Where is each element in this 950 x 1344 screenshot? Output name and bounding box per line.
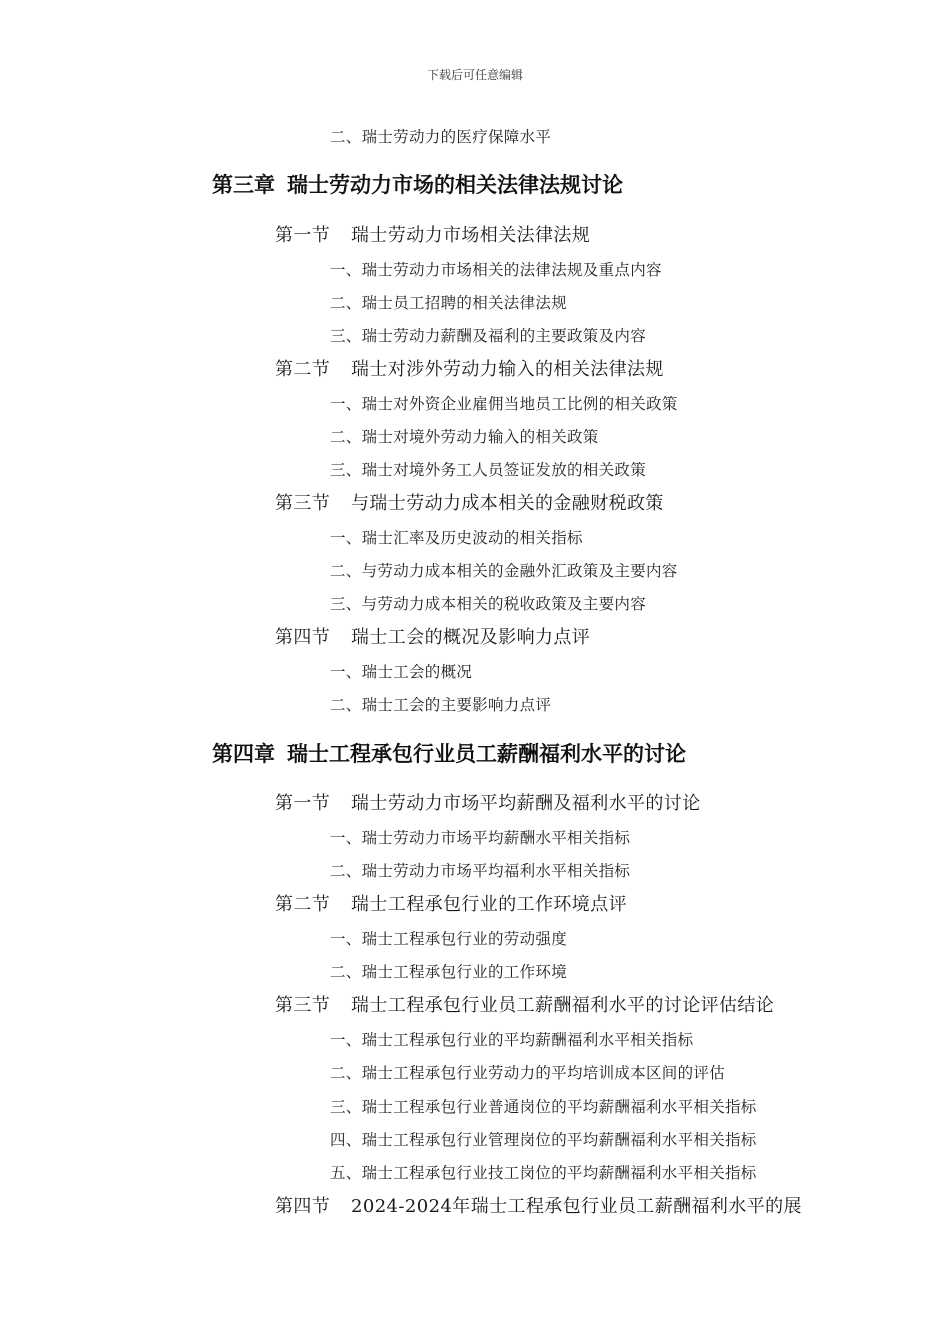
toc-item-text: 二、瑞士工会的主要影响力点评 bbox=[330, 696, 552, 714]
toc-item-text: 三、瑞士对境外务工人员签证发放的相关政策 bbox=[330, 461, 647, 479]
section-label: 第一节 bbox=[275, 793, 331, 814]
toc-item-text: 二、瑞士员工招聘的相关法律法规 bbox=[330, 294, 568, 312]
toc-item bbox=[330, 394, 678, 414]
section-label: 第一节 bbox=[275, 225, 331, 246]
toc-item bbox=[330, 1130, 757, 1150]
toc-item-text: 一、瑞士劳动力市场平均薪酬水平相关指标 bbox=[330, 829, 631, 847]
toc-item-text: 一、瑞士工程承包行业的劳动强度 bbox=[330, 930, 568, 948]
toc-item-text: 二、瑞士劳动力的医疗保障水平 bbox=[330, 128, 552, 146]
toc-item bbox=[330, 695, 551, 715]
toc-item bbox=[330, 1097, 757, 1117]
toc-item bbox=[330, 861, 630, 881]
toc-item bbox=[330, 127, 551, 147]
toc-item-text: 四、瑞士工程承包行业管理岗位的平均薪酬福利水平相关指标 bbox=[330, 1131, 757, 1149]
toc-item bbox=[330, 828, 630, 848]
toc-section-heading bbox=[275, 492, 664, 516]
toc-item bbox=[330, 1030, 693, 1050]
toc-item-text: 三、瑞士劳动力薪酬及福利的主要政策及内容 bbox=[330, 327, 647, 345]
toc-item bbox=[330, 662, 472, 682]
section-label: 第二节 bbox=[275, 894, 331, 915]
toc-item-text: 二、瑞士工程承包行业劳动力的平均培训成本区间的评估 bbox=[330, 1064, 726, 1082]
toc-item bbox=[330, 1163, 757, 1183]
section-label: 第二节 bbox=[275, 359, 331, 380]
section-title: 2024-2024年瑞士工程承包行业员工薪酬福利水平的展 bbox=[351, 1196, 802, 1217]
section-title: 瑞士对涉外劳动力输入的相关法律法规 bbox=[351, 359, 664, 380]
section-title: 瑞士劳动力市场平均薪酬及福利水平的讨论 bbox=[351, 793, 701, 814]
chapter-label: 第三章 bbox=[212, 173, 275, 197]
section-label: 第三节 bbox=[275, 995, 331, 1016]
toc-item-text: 二、瑞士工程承包行业的工作环境 bbox=[330, 963, 568, 981]
toc-item-text: 五、瑞士工程承包行业技工岗位的平均薪酬福利水平相关指标 bbox=[330, 1164, 757, 1182]
section-title: 瑞士劳动力市场相关法律法规 bbox=[351, 225, 591, 246]
toc-chapter-heading bbox=[212, 171, 623, 199]
chapter-title: 瑞士劳动力市场的相关法律法规讨论 bbox=[287, 173, 623, 197]
toc-item bbox=[330, 962, 567, 982]
section-title: 瑞士工程承包行业的工作环境点评 bbox=[351, 894, 627, 915]
toc-item-text: 二、瑞士劳动力市场平均福利水平相关指标 bbox=[330, 862, 631, 880]
toc-section-heading bbox=[275, 893, 627, 917]
toc-item-text: 二、瑞士对境外劳动力输入的相关政策 bbox=[330, 428, 599, 446]
chapter-label: 第四章 bbox=[212, 742, 275, 766]
toc-item-text: 三、与劳动力成本相关的税收政策及主要内容 bbox=[330, 595, 647, 613]
section-label: 第四节 bbox=[275, 627, 331, 648]
section-label: 第三节 bbox=[275, 493, 331, 514]
section-label: 第四节 bbox=[275, 1196, 331, 1217]
section-title: 瑞士工程承包行业员工薪酬福利水平的讨论评估结论 bbox=[351, 995, 775, 1016]
toc-section-heading bbox=[275, 358, 664, 382]
toc-item bbox=[330, 260, 662, 280]
toc-section-heading bbox=[275, 626, 590, 650]
toc-section-heading bbox=[275, 224, 590, 248]
toc-item bbox=[330, 460, 646, 480]
toc-item-text: 一、瑞士劳动力市场相关的法律法规及重点内容 bbox=[330, 261, 662, 279]
toc-section-heading bbox=[275, 792, 701, 816]
toc-item bbox=[330, 528, 583, 548]
toc-item bbox=[330, 293, 567, 313]
toc-item bbox=[330, 1063, 725, 1083]
toc-section-heading bbox=[275, 994, 774, 1018]
toc-item-text: 三、瑞士工程承包行业普通岗位的平均薪酬福利水平相关指标 bbox=[330, 1098, 757, 1116]
section-title: 与瑞士劳动力成本相关的金融财税政策 bbox=[351, 493, 664, 514]
toc-item-text: 一、瑞士工程承包行业的平均薪酬福利水平相关指标 bbox=[330, 1031, 694, 1049]
toc-item-text: 二、与劳动力成本相关的金融外汇政策及主要内容 bbox=[330, 562, 678, 580]
chapter-title: 瑞士工程承包行业员工薪酬福利水平的讨论 bbox=[287, 742, 686, 766]
header-note: 下载后可任意编辑 bbox=[426, 68, 523, 82]
toc-item-text: 一、瑞士汇率及历史波动的相关指标 bbox=[330, 529, 583, 547]
section-title: 瑞士工会的概况及影响力点评 bbox=[351, 627, 591, 648]
toc-section-heading bbox=[275, 1195, 802, 1219]
toc-item bbox=[330, 427, 599, 447]
toc-item bbox=[330, 929, 567, 949]
toc-item bbox=[330, 326, 646, 346]
toc-item bbox=[330, 594, 646, 614]
toc-item-text: 一、瑞士工会的概况 bbox=[330, 663, 473, 681]
toc-item bbox=[330, 561, 678, 581]
toc-item-text: 一、瑞士对外资企业雇佣当地员工比例的相关政策 bbox=[330, 395, 678, 413]
toc-chapter-heading bbox=[212, 740, 686, 768]
